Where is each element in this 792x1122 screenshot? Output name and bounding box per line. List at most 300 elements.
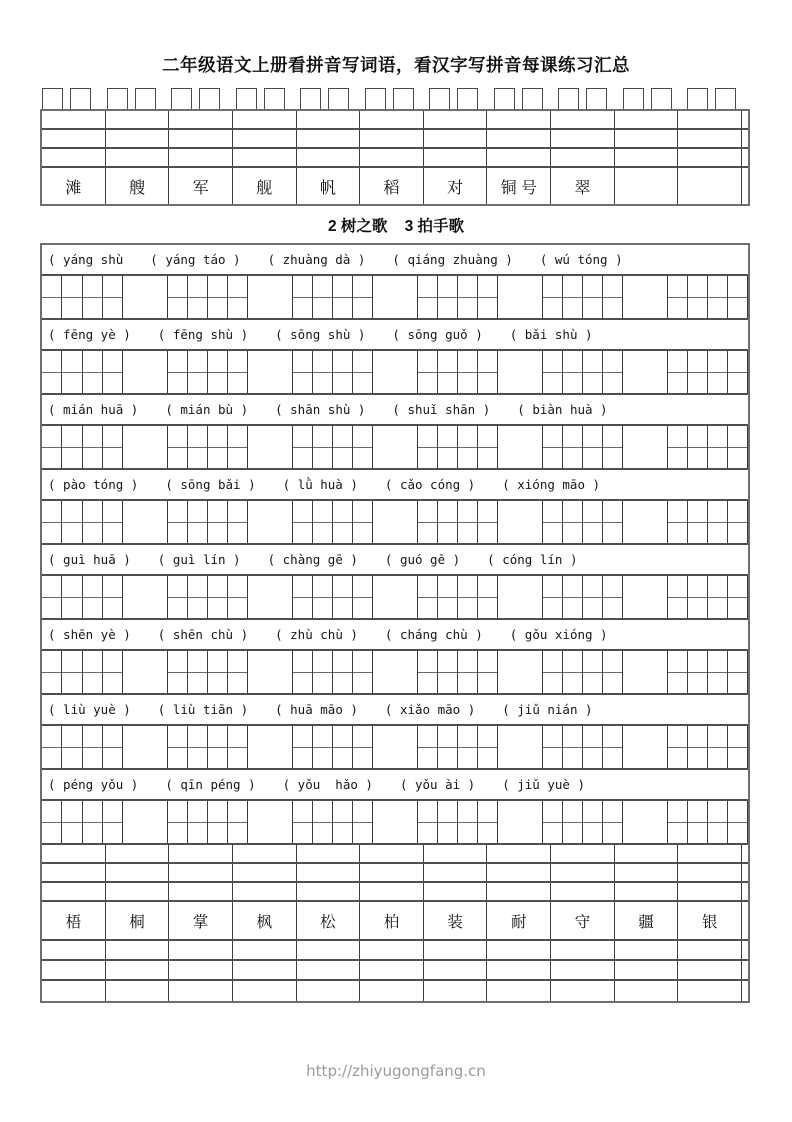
empty-grid-cell xyxy=(297,864,361,881)
empty-grid-cell xyxy=(615,845,679,862)
tianzige-cell xyxy=(83,651,103,693)
tianzige-cell xyxy=(603,501,622,543)
tianzige-cell xyxy=(353,426,372,468)
tianzige-group xyxy=(42,801,123,843)
tianzige-cell xyxy=(563,276,583,318)
tianzige-cell xyxy=(603,726,622,768)
empty-grid-cell xyxy=(615,111,679,128)
empty-grid-cell xyxy=(233,149,297,166)
pinyin-text-row xyxy=(42,395,748,426)
tianzige-cell xyxy=(353,801,372,843)
empty-grid-cell xyxy=(42,961,106,979)
tianzige-cell xyxy=(458,576,478,618)
tianzige-cell xyxy=(583,351,603,393)
pinyin-word: ( cóng lín ) xyxy=(487,552,578,567)
tianzige-group xyxy=(542,801,623,843)
character-cell: 军 xyxy=(169,168,233,204)
pinyin-box xyxy=(687,88,708,109)
tianzige-cell xyxy=(62,501,82,543)
empty-grid-cell xyxy=(678,111,742,128)
tianzige-cell xyxy=(728,276,747,318)
pinyin-box-column xyxy=(105,86,170,109)
tianzige-group xyxy=(417,426,498,468)
tianzige-group xyxy=(292,576,373,618)
tianzige-cell xyxy=(478,501,497,543)
empty-grid-cell xyxy=(678,883,742,900)
empty-grid-cell xyxy=(424,149,488,166)
pinyin-box-column xyxy=(556,86,621,109)
tianzige-grid-row xyxy=(42,426,748,470)
empty-grid-cell xyxy=(233,981,297,1001)
tianzige-cell xyxy=(168,726,188,768)
tianzige-cell xyxy=(168,576,188,618)
tianzige-group xyxy=(42,501,123,543)
pinyin-box xyxy=(558,88,579,109)
tianzige-cell xyxy=(313,576,333,618)
tianzige-cell xyxy=(333,651,353,693)
tianzige-group xyxy=(167,651,248,693)
character-cell: 稻 xyxy=(360,168,424,204)
tianzige-cell xyxy=(293,801,313,843)
empty-grid-cell xyxy=(551,111,615,128)
pinyin-word: ( guì lín ) xyxy=(157,552,241,567)
tianzige-cell xyxy=(708,801,728,843)
tianzige-group xyxy=(292,501,373,543)
character-cell: 枫 xyxy=(233,902,297,939)
tianzige-cell xyxy=(438,276,458,318)
pinyin-word: ( fēng shù ) xyxy=(157,327,249,342)
tianzige-cell xyxy=(188,801,208,843)
tianzige-cell xyxy=(563,726,583,768)
tianzige-cell xyxy=(458,276,478,318)
tianzige-cell xyxy=(62,276,82,318)
pinyin-word: ( sōng bǎi ) xyxy=(165,477,256,492)
tianzige-cell xyxy=(208,426,228,468)
empty-grid-row xyxy=(42,981,748,1001)
tianzige-group xyxy=(417,501,498,543)
tianzige-cell xyxy=(62,426,82,468)
tianzige-grid-row xyxy=(42,576,748,620)
separator-cell xyxy=(373,426,417,468)
tianzige-group xyxy=(292,651,373,693)
tianzige-cell xyxy=(313,726,333,768)
tianzige-cell xyxy=(458,801,478,843)
tianzige-cell xyxy=(668,576,688,618)
empty-grid-cell xyxy=(360,130,424,147)
pinyin-word: ( jiǔ nián ) xyxy=(502,702,593,717)
pinyin-word: ( qīn péng ) xyxy=(165,777,256,792)
tianzige-cell xyxy=(42,726,62,768)
tianzige-cell xyxy=(228,426,247,468)
empty-grid-cell xyxy=(551,941,615,959)
pinyin-word: ( jiǔ yuè ) xyxy=(502,777,585,792)
tianzige-cell xyxy=(83,426,103,468)
character-cell: 滩 xyxy=(42,168,106,204)
empty-grid-cell xyxy=(169,845,233,862)
empty-grid-cell xyxy=(297,845,361,862)
tianzige-group xyxy=(167,726,248,768)
empty-grid-cell xyxy=(360,845,424,862)
pinyin-box-column xyxy=(492,86,557,109)
tianzige-cell xyxy=(333,501,353,543)
character-cell: 守 xyxy=(551,902,615,939)
separator-cell xyxy=(373,351,417,393)
empty-grid-cell xyxy=(424,130,488,147)
tianzige-cell xyxy=(563,426,583,468)
pinyin-word: ( biàn huà ) xyxy=(517,402,608,417)
empty-grid-cell xyxy=(42,883,106,900)
empty-grid-row xyxy=(42,149,748,168)
tianzige-cell xyxy=(708,576,728,618)
tianzige-cell xyxy=(543,801,563,843)
pinyin-box xyxy=(300,88,321,109)
empty-grid-cell xyxy=(360,941,424,959)
pinyin-box xyxy=(107,88,128,109)
tianzige-cell xyxy=(353,726,372,768)
tianzige-cell xyxy=(478,726,497,768)
character-cell: 疆 xyxy=(615,902,679,939)
empty-grid-cell xyxy=(233,111,297,128)
pinyin-word: ( zhuàng dà ) xyxy=(267,252,366,267)
separator-cell xyxy=(373,576,417,618)
tianzige-cell xyxy=(208,351,228,393)
tianzige-cell xyxy=(313,351,333,393)
tianzige-group xyxy=(542,426,623,468)
pinyin-word: ( liù yuè ) xyxy=(48,702,131,717)
empty-grid-cell xyxy=(487,961,551,979)
empty-grid-cell xyxy=(169,130,233,147)
edge-sliver-cell xyxy=(742,902,748,939)
tianzige-group xyxy=(542,651,623,693)
empty-grid-cell xyxy=(487,941,551,959)
pinyin-text-row xyxy=(42,245,748,276)
tianzige-cell xyxy=(228,726,247,768)
pinyin-word: ( sōng shù ) xyxy=(275,327,366,342)
tianzige-cell xyxy=(168,801,188,843)
tianzige-cell xyxy=(188,651,208,693)
tianzige-group xyxy=(542,726,623,768)
pinyin-word: ( cǎo cóng ) xyxy=(384,477,476,492)
empty-grid-cell xyxy=(297,130,361,147)
tianzige-cell xyxy=(353,651,372,693)
tianzige-cell xyxy=(228,501,247,543)
separator-cell xyxy=(623,351,667,393)
tianzige-cell xyxy=(103,501,122,543)
character-cell: 梧 xyxy=(42,902,106,939)
empty-grid-cell xyxy=(169,981,233,1001)
separator-cell xyxy=(123,351,167,393)
tianzige-cell xyxy=(62,726,82,768)
tianzige-cell xyxy=(668,276,688,318)
tianzige-cell xyxy=(42,651,62,693)
tianzige-cell xyxy=(83,501,103,543)
pinyin-text-row xyxy=(42,545,748,576)
tianzige-cell xyxy=(708,726,728,768)
tianzige-cell xyxy=(83,576,103,618)
tianzige-cell xyxy=(208,501,228,543)
tianzige-cell xyxy=(62,651,82,693)
separator-cell xyxy=(498,651,542,693)
tianzige-cell xyxy=(313,276,333,318)
character-cell xyxy=(678,168,742,204)
pinyin-box-column xyxy=(685,86,750,109)
tianzige-cell xyxy=(438,651,458,693)
pinyin-box xyxy=(457,88,478,109)
pinyin-box xyxy=(199,88,220,109)
tianzige-cell xyxy=(62,801,82,843)
edge-sliver-cell xyxy=(742,961,748,979)
tianzige-cell xyxy=(563,651,583,693)
empty-grid-cell xyxy=(678,961,742,979)
pinyin-box xyxy=(264,88,285,109)
tianzige-cell xyxy=(438,576,458,618)
empty-grid-cell xyxy=(678,864,742,881)
character-cell: 帆 xyxy=(297,168,361,204)
tianzige-cell xyxy=(708,276,728,318)
pinyin-word: ( xiǎo māo ) xyxy=(384,702,476,717)
tianzige-group xyxy=(542,576,623,618)
pinyin-word: ( fēng yè ) xyxy=(48,327,131,342)
tianzige-cell xyxy=(478,351,497,393)
tianzige-cell xyxy=(458,726,478,768)
pinyin-box xyxy=(623,88,644,109)
tianzige-cell xyxy=(83,276,103,318)
tianzige-cell xyxy=(688,801,708,843)
pinyin-box-column xyxy=(621,86,686,109)
empty-grid-cell xyxy=(106,941,170,959)
empty-grid-cell xyxy=(106,961,170,979)
tianzige-cell xyxy=(293,426,313,468)
tianzige-cell xyxy=(708,426,728,468)
empty-grid-cell xyxy=(424,864,488,881)
tianzige-cell xyxy=(333,351,353,393)
edge-sliver-cell xyxy=(742,149,748,166)
pinyin-box-column xyxy=(40,86,105,109)
tianzige-cell xyxy=(313,426,333,468)
tianzige-grid-row xyxy=(42,651,748,695)
tianzige-group xyxy=(542,501,623,543)
tianzige-grid-row xyxy=(42,351,748,395)
pinyin-box xyxy=(494,88,515,109)
empty-grid-cell xyxy=(360,149,424,166)
tianzige-cell xyxy=(583,726,603,768)
separator-cell xyxy=(623,651,667,693)
tianzige-cell xyxy=(583,501,603,543)
pinyin-word: ( mián bù ) xyxy=(165,402,249,417)
separator-cell xyxy=(123,576,167,618)
tianzige-cell xyxy=(418,276,438,318)
empty-grid-cell xyxy=(424,941,488,959)
pinyin-word: ( xióng māo ) xyxy=(502,477,601,492)
separator-cell xyxy=(373,726,417,768)
empty-grid-cell xyxy=(42,845,106,862)
separator-cell xyxy=(623,501,667,543)
pinyin-word: ( yáng táo ) xyxy=(150,252,241,267)
empty-grid-cell xyxy=(297,941,361,959)
tianzige-cell xyxy=(228,576,247,618)
separator-cell xyxy=(498,276,542,318)
tianzige-cell xyxy=(168,501,188,543)
pinyin-word: ( shēn yè ) xyxy=(48,627,131,642)
tianzige-cell xyxy=(293,351,313,393)
pinyin-box-column xyxy=(298,86,363,109)
separator-cell xyxy=(123,276,167,318)
tianzige-cell xyxy=(103,726,122,768)
pinyin-word: ( yáng shù xyxy=(48,252,124,267)
tianzige-cell xyxy=(438,501,458,543)
tianzige-cell xyxy=(333,426,353,468)
pinyin-box xyxy=(171,88,192,109)
empty-grid-cell xyxy=(487,130,551,147)
tianzige-cell xyxy=(42,576,62,618)
empty-grid-cell xyxy=(487,981,551,1001)
tianzige-group xyxy=(667,501,748,543)
tianzige-cell xyxy=(478,276,497,318)
edge-sliver-cell xyxy=(742,864,748,881)
character-cell: 舰 xyxy=(233,168,297,204)
tianzige-cell xyxy=(228,651,247,693)
tianzige-cell xyxy=(168,651,188,693)
tianzige-cell xyxy=(313,501,333,543)
pinyin-box-column xyxy=(427,86,492,109)
tianzige-cell xyxy=(728,426,747,468)
empty-grid-cell xyxy=(424,111,488,128)
tianzige-cell xyxy=(478,576,497,618)
character-cell: 柏 xyxy=(360,902,424,939)
edge-sliver-cell xyxy=(742,981,748,1001)
tianzige-cell xyxy=(668,426,688,468)
pinyin-word: ( guì huā ) xyxy=(48,552,131,567)
separator-cell xyxy=(498,426,542,468)
character-cell: 铜 号 xyxy=(487,168,551,204)
tianzige-group xyxy=(667,351,748,393)
empty-grid-cell xyxy=(42,981,106,1001)
tianzige-group xyxy=(42,276,123,318)
tianzige-cell xyxy=(543,576,563,618)
empty-grid-cell xyxy=(106,883,170,900)
tianzige-cell xyxy=(103,276,122,318)
pinyin-word: ( sōng guǒ ) xyxy=(392,327,483,342)
tianzige-cell xyxy=(478,801,497,843)
tianzige-cell xyxy=(313,801,333,843)
separator-cell xyxy=(373,501,417,543)
tianzige-cell xyxy=(418,351,438,393)
tianzige-cell xyxy=(728,801,747,843)
tianzige-cell xyxy=(333,801,353,843)
tianzige-cell xyxy=(333,726,353,768)
empty-grid-cell xyxy=(615,149,679,166)
tianzige-group xyxy=(167,351,248,393)
separator-cell xyxy=(248,426,292,468)
tianzige-group xyxy=(667,276,748,318)
separator-cell xyxy=(123,801,167,843)
pinyin-word: ( pào tóng ) xyxy=(48,477,139,492)
separator-cell xyxy=(123,426,167,468)
empty-grid-cell xyxy=(424,981,488,1001)
tianzige-cell xyxy=(42,426,62,468)
tianzige-cell xyxy=(188,501,208,543)
separator-cell xyxy=(373,801,417,843)
empty-grid-cell xyxy=(424,961,488,979)
tianzige-grid-row xyxy=(42,801,748,845)
pinyin-box xyxy=(522,88,543,109)
pinyin-word: ( cháng chù ) xyxy=(384,627,483,642)
empty-grid-cell xyxy=(169,111,233,128)
pinyin-word: ( lǜ huà ) xyxy=(282,477,358,492)
tianzige-cell xyxy=(418,801,438,843)
pinyin-box xyxy=(586,88,607,109)
tianzige-cell xyxy=(708,651,728,693)
tianzige-cell xyxy=(728,501,747,543)
tianzige-group xyxy=(292,801,373,843)
empty-grid-cell xyxy=(297,149,361,166)
empty-grid-cell xyxy=(551,149,615,166)
tianzige-cell xyxy=(478,651,497,693)
empty-grid-cell xyxy=(233,130,297,147)
tianzige-cell xyxy=(103,351,122,393)
empty-grid-cell xyxy=(360,864,424,881)
tianzige-group xyxy=(167,426,248,468)
tianzige-cell xyxy=(293,726,313,768)
tianzige-cell xyxy=(208,651,228,693)
tianzige-cell xyxy=(458,501,478,543)
tianzige-cell xyxy=(103,801,122,843)
empty-grid-cell xyxy=(42,864,106,881)
pinyin-box xyxy=(429,88,450,109)
tianzige-cell xyxy=(583,651,603,693)
empty-grid-cell xyxy=(297,111,361,128)
tianzige-group xyxy=(417,351,498,393)
footer-url: http://zhiyugongfang.cn xyxy=(306,1062,486,1080)
tianzige-cell xyxy=(438,726,458,768)
empty-grid-cell xyxy=(551,981,615,1001)
empty-grid-cell xyxy=(169,883,233,900)
empty-grid-cell xyxy=(106,149,170,166)
tianzige-cell xyxy=(438,801,458,843)
separator-cell xyxy=(623,276,667,318)
top-character-grid-table xyxy=(40,109,750,206)
pinyin-box xyxy=(393,88,414,109)
tianzige-group xyxy=(42,426,123,468)
separator-cell xyxy=(498,726,542,768)
tianzige-cell xyxy=(418,501,438,543)
empty-grid-cell xyxy=(42,130,106,147)
pinyin-word: ( liù tiān ) xyxy=(157,702,249,717)
edge-sliver-cell xyxy=(742,111,748,128)
separator-cell xyxy=(248,351,292,393)
separator-cell xyxy=(248,501,292,543)
tianzige-cell xyxy=(603,801,622,843)
tianzige-cell xyxy=(583,276,603,318)
empty-grid-cell xyxy=(615,864,679,881)
empty-grid-cell xyxy=(106,845,170,862)
tianzige-cell xyxy=(563,801,583,843)
tianzige-cell xyxy=(418,426,438,468)
tianzige-cell xyxy=(603,276,622,318)
pinyin-word: ( yǒu ài ) xyxy=(399,777,476,792)
tianzige-cell xyxy=(688,726,708,768)
tianzige-cell xyxy=(208,276,228,318)
tianzige-cell xyxy=(353,351,372,393)
empty-grid-cell xyxy=(678,130,742,147)
tianzige-cell xyxy=(333,276,353,318)
character-row xyxy=(42,902,748,941)
pinyin-box xyxy=(70,88,91,109)
tianzige-group xyxy=(667,426,748,468)
tianzige-group xyxy=(292,276,373,318)
tianzige-cell xyxy=(42,351,62,393)
tianzige-cell xyxy=(168,426,188,468)
